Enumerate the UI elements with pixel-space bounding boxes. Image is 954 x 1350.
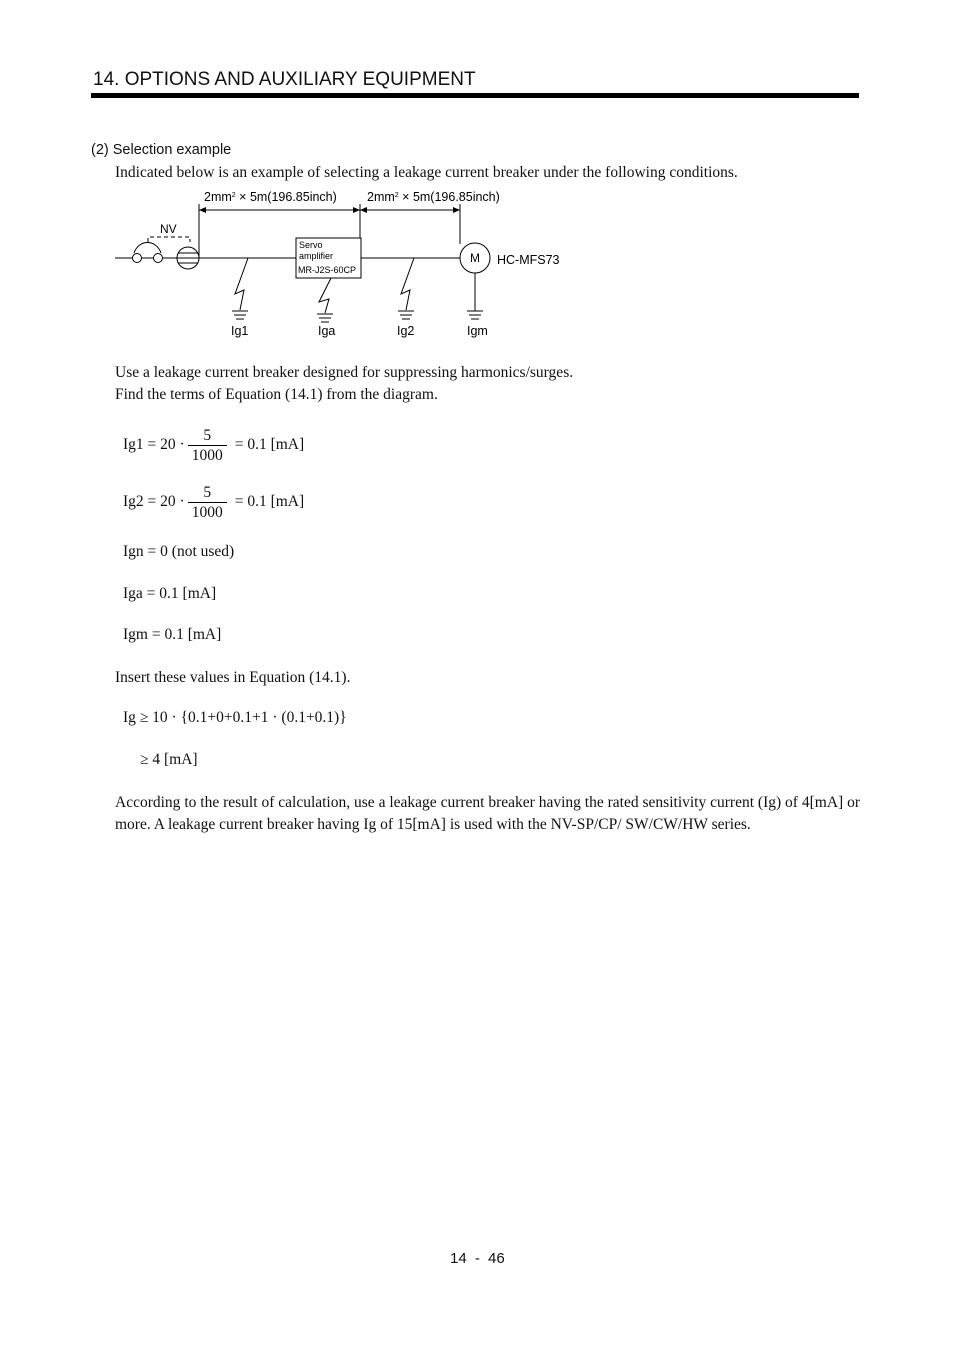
- equation-ig1-lhs: Ig1 = 20 ·: [123, 436, 185, 454]
- find-terms-note: Find the terms of Equation (14.1) from the diagram.: [115, 386, 438, 403]
- amp-line2: amplifier: [299, 251, 334, 261]
- amp-line3: MR-J2S-60CP: [298, 265, 357, 275]
- ground-iga-label: Iga: [318, 324, 336, 338]
- ground-ig1-label: Ig1: [231, 324, 249, 338]
- amp-line1: Servo: [299, 240, 323, 250]
- body-text-block: [115, 362, 855, 406]
- equation-ig2-fraction: [188, 484, 227, 521]
- ground-ig2-bolt: [401, 258, 414, 310]
- breaker-contact-left: [133, 254, 142, 263]
- equation-igm: Igm = 0.1 [mA]: [123, 626, 222, 643]
- breaker-contact-right: [154, 254, 163, 263]
- harmonics-note: Use a leakage current breaker designed for suppressing harmonics/surges.: [115, 364, 574, 381]
- equation-ig2: [123, 484, 304, 521]
- equation-ig2-numerator: 5: [188, 484, 227, 503]
- equation-iga: Iga = 0.1 [mA]: [123, 585, 217, 602]
- dim-arrow-2-left: [360, 207, 367, 213]
- ground-iga-bolt: [319, 278, 331, 313]
- equation-ig1: [123, 427, 304, 464]
- dim-arrow-1-left: [199, 207, 206, 213]
- insert-values-note: Insert these values in Equation (14.1).: [115, 669, 351, 686]
- header-rule: [91, 93, 859, 98]
- ground-igm-label: Igm: [467, 324, 488, 338]
- motor-model-label: HC-MFS73: [497, 253, 560, 267]
- wire1-label: $2mm^2$ × 5m(196.85inch): [204, 190, 337, 204]
- equation-ig1-numerator: 5: [188, 427, 227, 446]
- leakage-breaker-diagram: [0, 180, 954, 350]
- section-heading: (2) Selection example: [91, 142, 232, 158]
- wire2-label: $2mm^2$ × 5m(196.85inch): [367, 190, 500, 204]
- breaker-dashed-bracket: [148, 237, 190, 242]
- page-header-title: 14. OPTIONS AND AUXILIARY EQUIPMENT: [93, 69, 476, 90]
- equation-ig1-fraction: [188, 427, 227, 464]
- intro-paragraph: Indicated below is an example of selecting a leakage current breaker under the following conditions.: [115, 164, 738, 181]
- equation-ign: Ign = 0 (not used): [123, 543, 235, 560]
- dim-arrow-1-right: [353, 207, 360, 213]
- ground-ig1-bolt: [235, 258, 248, 310]
- motor-symbol-label: M: [470, 251, 480, 265]
- equation-ig-total: Ig ≥ 10 · {0.1+0+0.1+1 · (0.1+0.1)}: [123, 709, 347, 726]
- equation-ig-result: ≥ 4 [mA]: [140, 751, 198, 768]
- breaker-switch-arc: [134, 243, 161, 254]
- page-number: 14 - 46: [450, 1250, 505, 1267]
- equation-ig2-lhs: Ig2 = 20 ·: [123, 493, 185, 511]
- equation-ig1-rhs: = 0.1 [mA]: [234, 436, 305, 454]
- equation-ig2-denominator: 1000: [191, 504, 223, 521]
- breaker-label: NV: [160, 222, 177, 236]
- ground-ig2-label: Ig2: [397, 324, 415, 338]
- conclusion-paragraph: According to the result of calculation, use a leakage current breaker having the rated sensitivity current (Ig) of 4[mA] or more. A leakage current breaker having Ig of 15[mA] is used with the NV-SP/CP/ SW/CW/HW series.: [115, 794, 860, 833]
- equation-ig1-denominator: 1000: [191, 447, 223, 464]
- dim-arrow-2-right: [453, 207, 460, 213]
- equation-ig2-rhs: = 0.1 [mA]: [234, 493, 305, 511]
